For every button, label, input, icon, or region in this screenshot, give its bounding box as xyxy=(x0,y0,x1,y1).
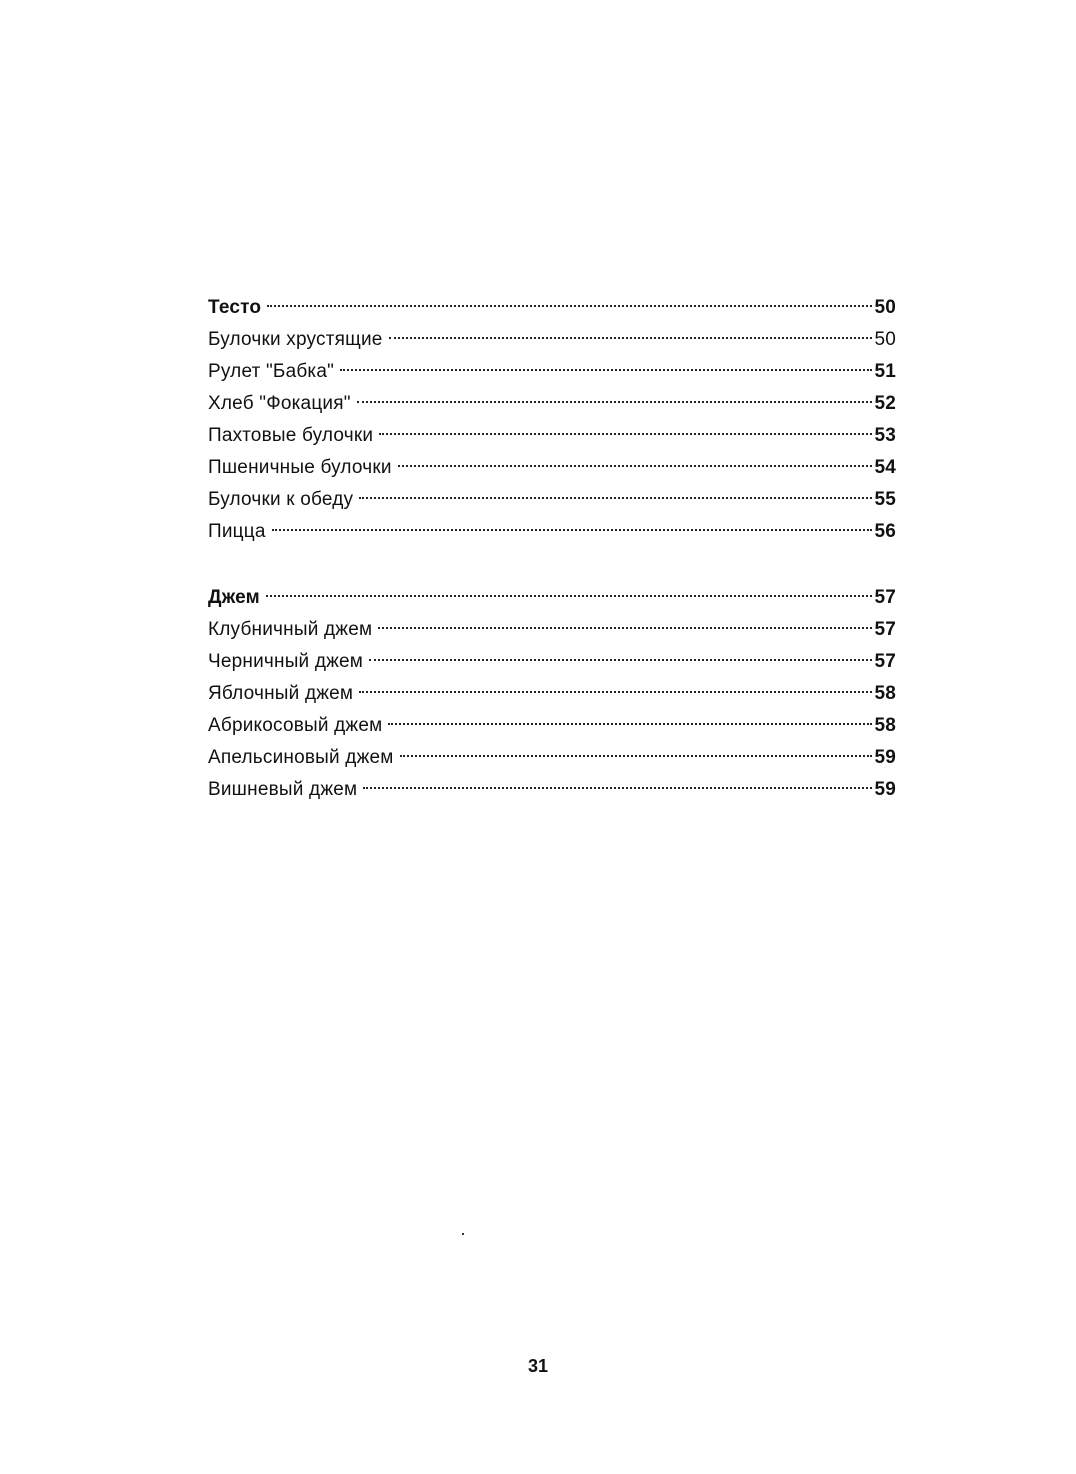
toc-section-jam xyxy=(208,582,896,806)
table-of-contents xyxy=(208,292,896,806)
toc-heading-label: Джем xyxy=(208,587,260,608)
dot-leader xyxy=(359,691,872,693)
page-number: 31 xyxy=(527,1356,549,1376)
toc-entry xyxy=(208,742,896,774)
toc-entry-page: 51 xyxy=(874,361,896,382)
toc-heading xyxy=(208,292,896,324)
toc-entry-page: 55 xyxy=(874,489,896,510)
toc-entry xyxy=(208,678,896,710)
toc-entry-page: 59 xyxy=(874,779,896,800)
toc-entry xyxy=(208,452,896,484)
toc-entry-page: 58 xyxy=(874,683,896,704)
toc-entry xyxy=(208,388,896,420)
toc-entry xyxy=(208,484,896,516)
toc-heading-label: Тесто xyxy=(208,297,262,318)
toc-entry-page: 52 xyxy=(874,393,896,414)
toc-entry-label: Хлеб "Фокация" xyxy=(208,393,351,414)
toc-entry-page: 57 xyxy=(874,651,896,672)
toc-entry-page: 57 xyxy=(874,619,896,640)
toc-entry xyxy=(208,324,896,356)
toc-entry xyxy=(208,420,896,452)
toc-entry-label: Пшеничные булочки xyxy=(208,457,392,478)
dot-leader xyxy=(379,433,872,435)
toc-entry-page: 54 xyxy=(874,457,896,478)
dot-leader xyxy=(267,305,872,307)
toc-heading-page: 50 xyxy=(874,297,896,318)
toc-section-dough xyxy=(208,292,896,548)
dot-leader xyxy=(340,369,872,371)
toc-entry-label: Пахтовые булочки xyxy=(208,425,374,446)
toc-heading-page: 57 xyxy=(874,587,896,608)
dot-leader xyxy=(389,337,872,339)
dot-leader xyxy=(398,465,872,467)
dot-leader xyxy=(357,401,872,403)
toc-entry-label: Вишневый джем xyxy=(208,779,358,800)
dot-leader xyxy=(400,755,872,757)
dot-leader xyxy=(388,723,872,725)
toc-entry-label: Черничный джем xyxy=(208,651,364,672)
dot-leader xyxy=(378,627,872,629)
print-speck xyxy=(462,1233,464,1235)
dot-leader xyxy=(266,595,872,597)
toc-entry-label: Булочки хрустящие xyxy=(208,329,383,350)
toc-entry-label: Булочки к обеду xyxy=(208,489,354,510)
toc-entry xyxy=(208,646,896,678)
toc-entry-page: 58 xyxy=(874,715,896,736)
dot-leader xyxy=(272,529,872,531)
toc-entry-label: Рулет "Бабка" xyxy=(208,361,335,382)
toc-heading xyxy=(208,582,896,614)
dot-leader xyxy=(359,497,872,499)
toc-entry xyxy=(208,774,896,806)
toc-entry-label: Абрикосовый джем xyxy=(208,715,383,736)
toc-entry-page: 53 xyxy=(874,425,896,446)
dot-leader xyxy=(369,659,872,661)
toc-entry xyxy=(208,614,896,646)
toc-entry-page: 59 xyxy=(874,747,896,768)
toc-entry xyxy=(208,356,896,388)
toc-entry xyxy=(208,710,896,742)
toc-entry-label: Апельсиновый джем xyxy=(208,747,394,768)
toc-entry-page: 50 xyxy=(874,329,896,350)
dot-leader xyxy=(363,787,872,789)
toc-entry-label: Яблочный джем xyxy=(208,683,354,704)
toc-entry-label: Клубничный джем xyxy=(208,619,373,640)
toc-entry xyxy=(208,516,896,548)
toc-entry-label: Пицца xyxy=(208,521,266,542)
toc-entry-page: 56 xyxy=(874,521,896,542)
